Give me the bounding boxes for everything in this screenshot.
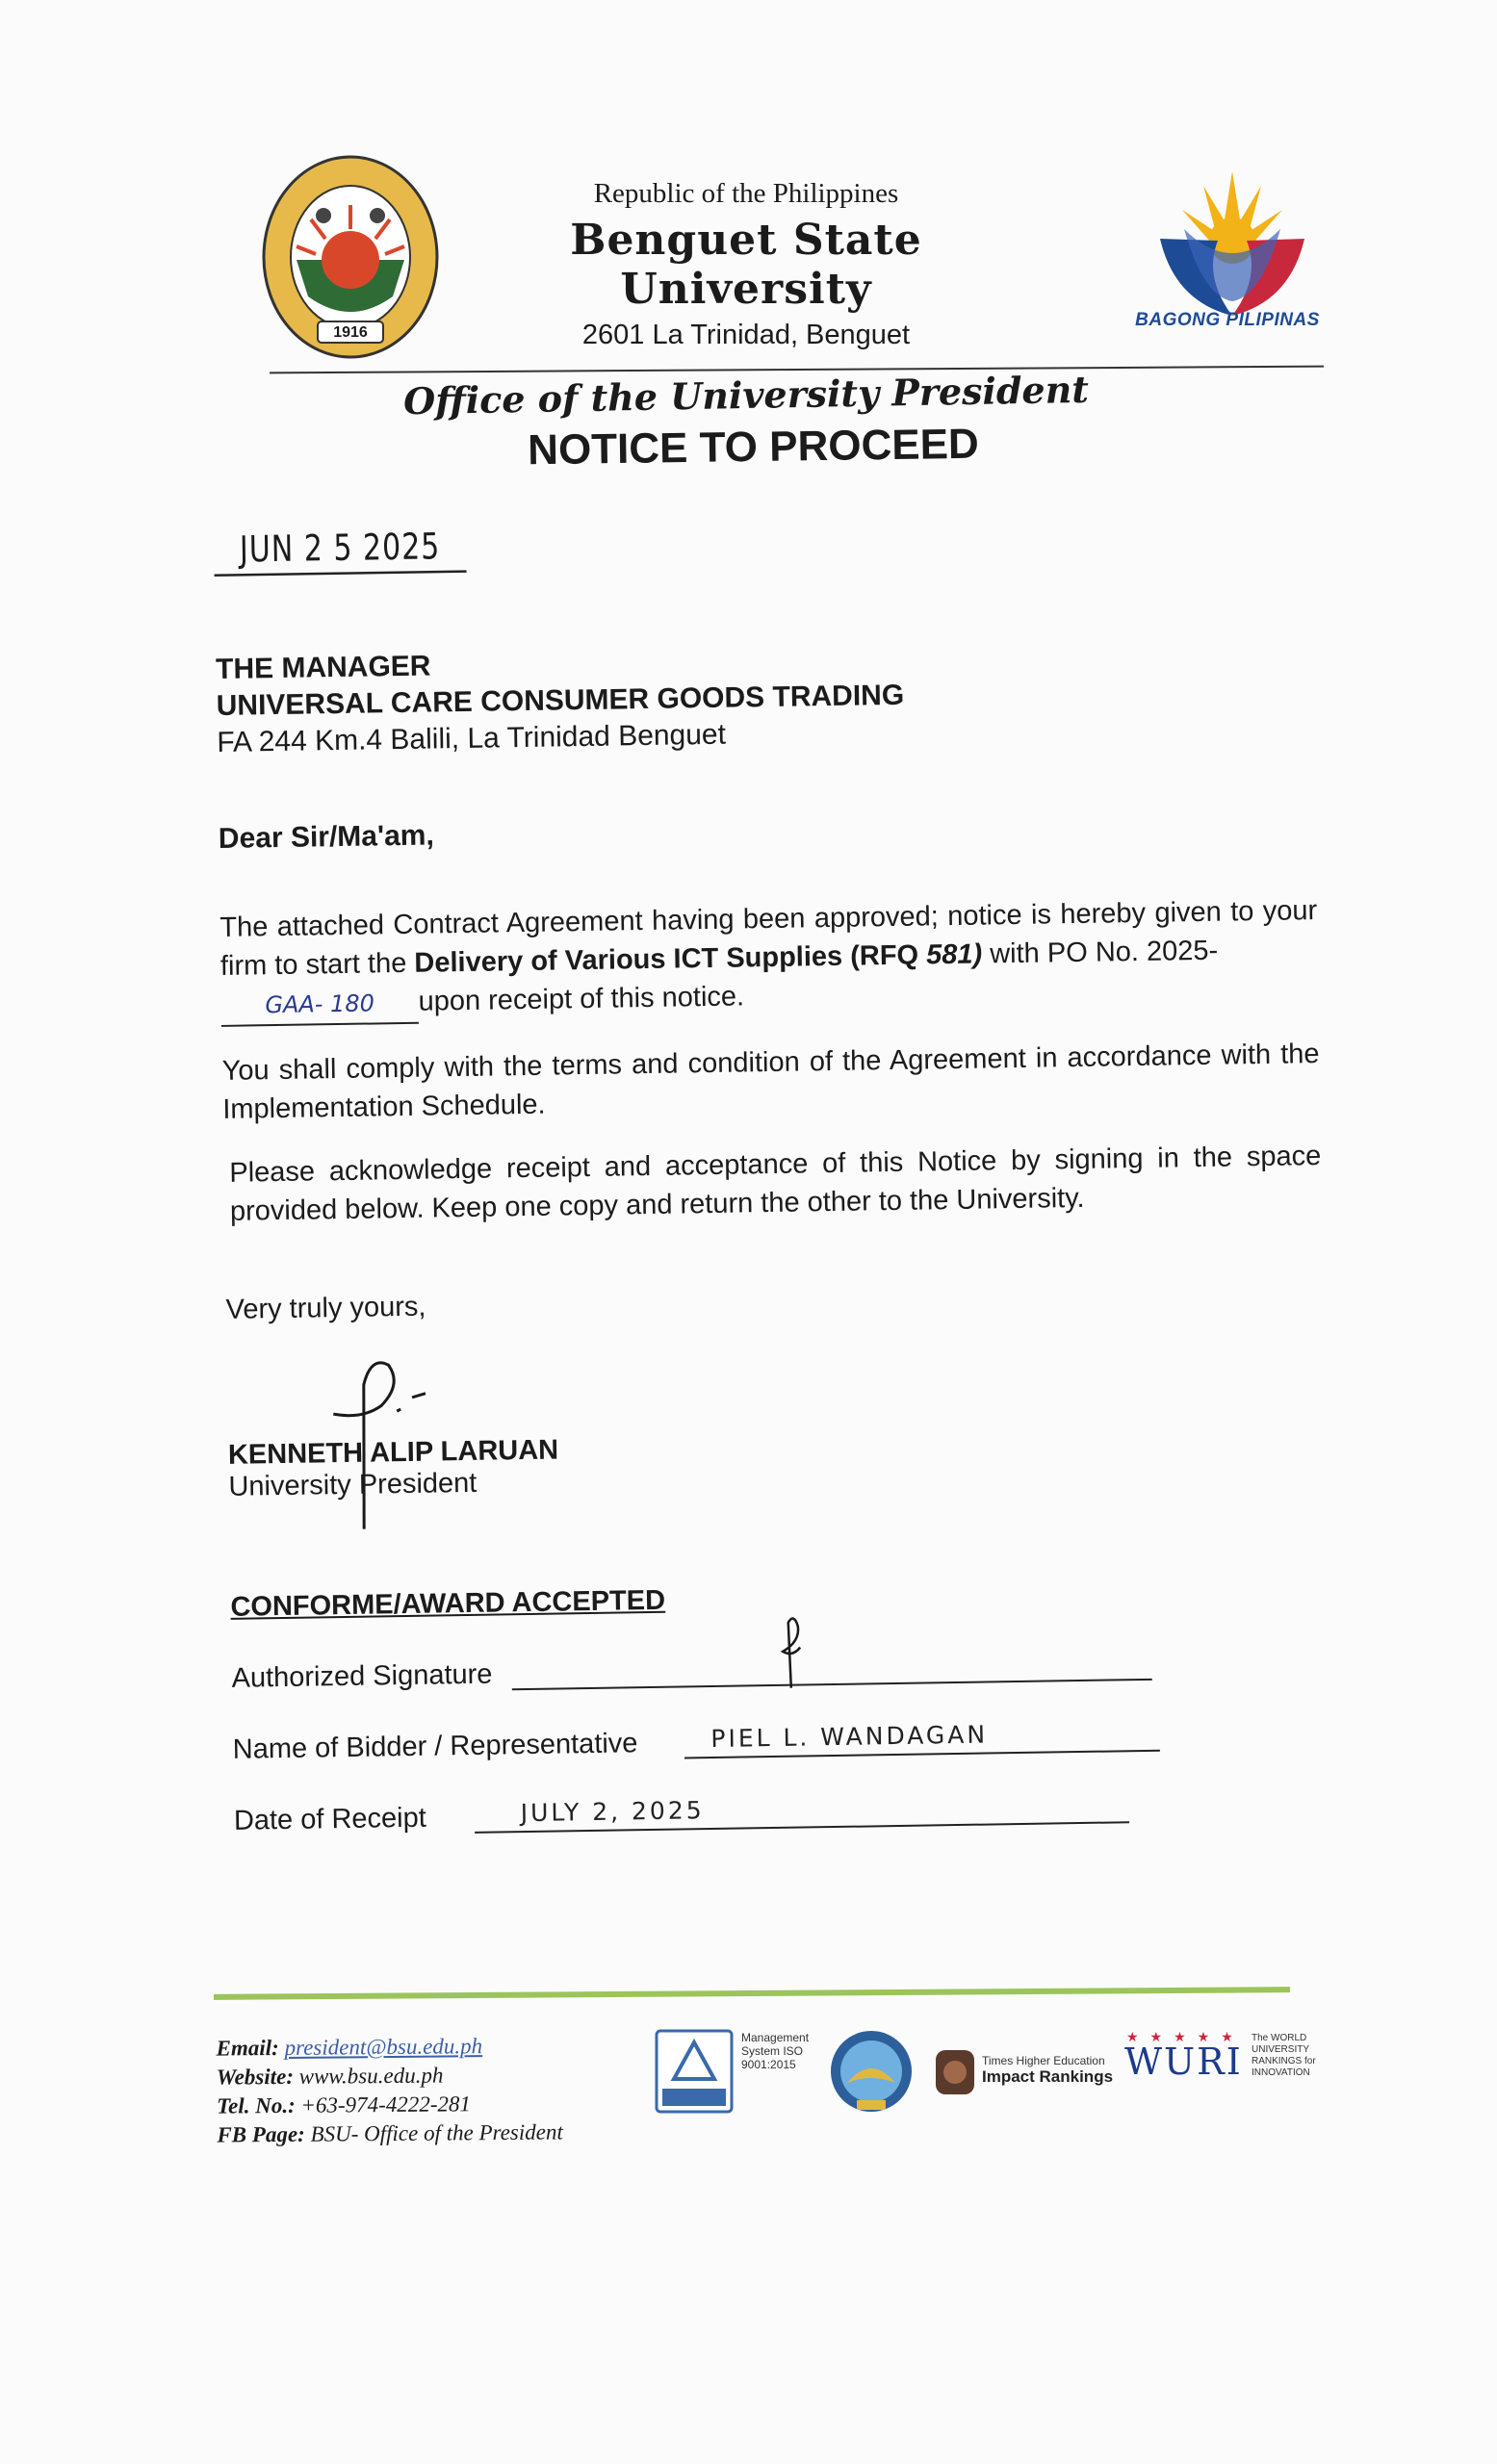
date-receipt-label: Date of Receipt: [233, 1802, 427, 1836]
recipient-address: FA 244 Km.4 Balili, La Trinidad Benguet: [217, 718, 727, 758]
document-title: NOTICE TO PROCEED: [527, 420, 980, 475]
wuri-logo: WURI: [1124, 2040, 1243, 2083]
fb-text: BSU- Office of the President: [310, 2119, 563, 2146]
letter-body: [214, 522, 1331, 1837]
footer-website: Website: www.bsu.edu.ph: [216, 2063, 444, 2090]
po-number-handwritten: GAA- 180: [220, 984, 419, 1027]
bagong-pilipinas-caption: BAGONG PILIPINAS: [1135, 310, 1320, 330]
salutation: Dear Sir/Ma'am,: [218, 819, 435, 855]
date-receipt-line: [474, 1783, 1129, 1834]
footer-tel: Tel. No.: +63-974-4222-281: [217, 2092, 472, 2118]
signatory-block: [228, 1423, 1327, 1503]
footer-contacts: [216, 2031, 562, 2149]
notice-text-a: The attached Contract Agreement having been approved; notice is hereby given to your firm to start the: [219, 895, 1318, 982]
date-stamp: JUN 2 5 2025: [214, 526, 467, 577]
university-emblem-icon: [828, 2025, 915, 2118]
recipient-title: THE MANAGER: [215, 650, 431, 685]
wuri-stars-icon: ★★★★★: [1126, 2029, 1245, 2044]
paragraph-notice: [219, 891, 1319, 1027]
recipient-block: [216, 634, 1315, 761]
bidder-signature: [770, 1612, 810, 1690]
footer-email: Email: president@bsu.edu.ph: [216, 2034, 483, 2061]
tuv-certification-icon: [655, 2029, 734, 2114]
bidder-name-label: Name of Bidder / Representative: [232, 1728, 638, 1765]
footer-fb: FB Page: BSU- Office of the President: [217, 2119, 563, 2147]
iso-text: Management System ISO 9001:2015: [741, 2031, 810, 2071]
notice-text-c: upon receipt of this notice.: [418, 981, 745, 1017]
letterhead: [443, 178, 1049, 351]
notice-rfq-number: 581): [925, 938, 983, 971]
office-heading: Office of the University President: [402, 367, 1090, 424]
authorized-signature-label: Authorized Signature: [231, 1658, 493, 1694]
paragraph-compliance: You shall comply with the terms and condition of the Agreement in accordance with the Implementation Schedule.: [221, 1039, 1320, 1125]
recipient-company: UNIVERSAL CARE CONSUMER GOODS TRADING: [216, 679, 905, 722]
paragraph-acknowledge: Please acknowledge receipt and acceptance of this Notice by signing in the space provided below. Keep one copy and return the other to the University.: [229, 1141, 1322, 1227]
notice-text-b: with PO No. 2025-: [981, 935, 1219, 970]
seal-year: 1916: [333, 324, 368, 341]
bidder-name-line: [684, 1711, 1160, 1759]
authorized-signature-line: [511, 1640, 1152, 1690]
accreditation-badges: [655, 2021, 1329, 2118]
email-link[interactable]: president@bsu.edu.ph: [284, 2034, 483, 2060]
republic-line: Republic of the Philippines: [593, 178, 899, 209]
footer-divider: [214, 1987, 1290, 2000]
times-higher-education-icon: [934, 2048, 976, 2096]
wuri-caption: The WORLD UNIVERSITY RANKINGS for INNOVATION: [1252, 2033, 1316, 2078]
closing: Very truly yours,: [225, 1291, 426, 1325]
date-receipt-field: [233, 1778, 1331, 1837]
conforme-heading: CONFORME/AWARD ACCEPTED: [230, 1584, 666, 1623]
signatory-title: University President: [228, 1467, 477, 1502]
website-text: www.bsu.edu.ph: [298, 2063, 444, 2089]
university-address: 2601 La Trinidad, Benguet: [581, 320, 911, 350]
president-signature: [303, 1345, 441, 1539]
signatory-name: KENNETH ALIP LARUAN: [227, 1434, 559, 1471]
authorized-signature-field: [231, 1635, 1329, 1695]
tel-text: +63-974-4222-281: [300, 2092, 472, 2118]
bidder-name-handwritten: PIEL L. WANDAGAN: [710, 1720, 989, 1754]
notice-project: Delivery of Various ICT Supplies (RFQ: [414, 939, 927, 979]
impact-rankings-text: Times Higher Education Impact Rankings: [982, 2054, 1114, 2086]
date-receipt-handwritten: JULY 2, 2025: [520, 1796, 705, 1828]
university-name: Benguet State University: [570, 216, 922, 314]
bidder-name-field: [232, 1707, 1330, 1766]
